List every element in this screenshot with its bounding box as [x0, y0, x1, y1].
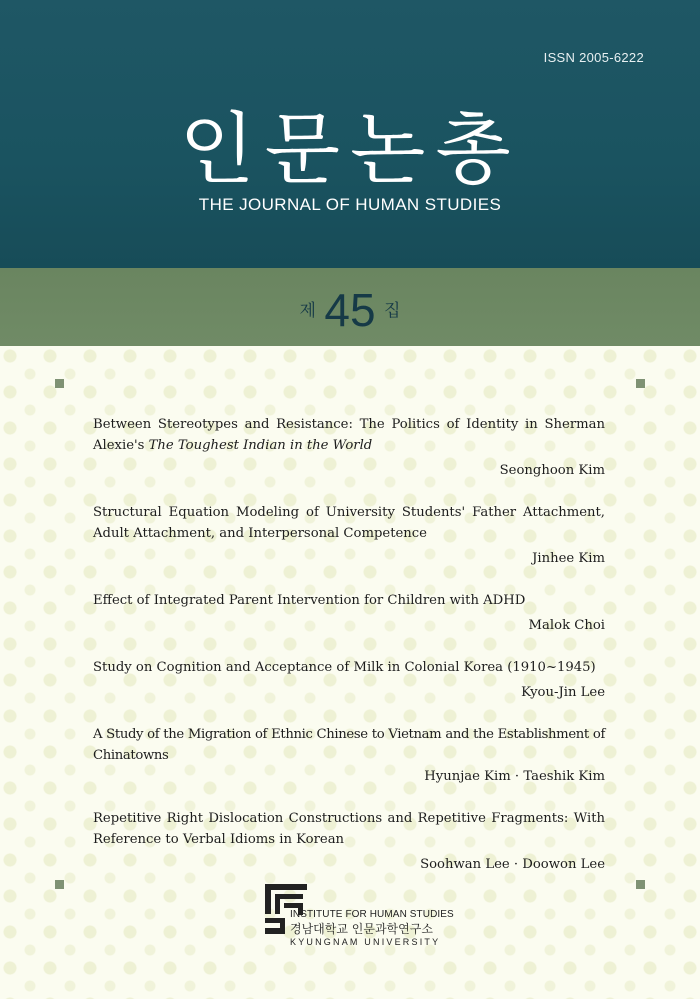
- publisher-name-english: INSTITUTE FOR HUMAN STUDIES: [290, 909, 454, 920]
- article-author: Kyou-Jin Lee: [521, 685, 605, 700]
- article-title: Study on Cognition and Acceptance of Milk in Colonial Korea (1910~1945): [93, 660, 596, 675]
- corner-square-top-right: [636, 379, 645, 388]
- article-entry: [93, 502, 605, 569]
- article-author: Seonghoon Kim: [499, 463, 605, 478]
- volume-value: 45: [324, 284, 376, 336]
- corner-square-bottom-right: [636, 880, 645, 889]
- journal-title-english: THE JOURNAL OF HUMAN STUDIES: [198, 195, 502, 214]
- publisher-university: KYUNGNAM UNIVERSITY: [290, 937, 441, 947]
- corner-square-top-left: [55, 379, 64, 388]
- article-entry: [93, 657, 605, 703]
- article-title: Repetitive Right Dislocation Constructions and Repetitive Fragments: With Reference to Verbal Idioms in Korean: [93, 811, 605, 847]
- article-author: Hyunjae Kim · Taeshik Kim: [424, 769, 605, 784]
- issn-label: ISSN 2005-6222: [543, 50, 644, 65]
- table-of-contents: [93, 414, 605, 896]
- article-entry: [93, 724, 605, 787]
- article-author: Jinhee Kim: [532, 551, 605, 566]
- article-entry: [93, 590, 605, 636]
- article-title: Structural Equation Modeling of University Students' Father Attachment, Adult Attachment, and Interpersonal Competence: [93, 505, 605, 541]
- article-entry: [93, 414, 605, 481]
- article-author: Soohwan Lee · Doowon Lee: [420, 857, 605, 872]
- article-title-italic: The Toughest Indian in the World: [148, 438, 373, 453]
- article-author: Malok Choi: [528, 618, 605, 633]
- article-title: Between Stereotypes and Resistance: The Politics of Identity in Sherman Alexie's The Toughest Indian in the World: [93, 417, 605, 453]
- volume-suffix: 집: [384, 301, 401, 320]
- volume-prefix: 제: [299, 301, 316, 320]
- publisher-block: [290, 909, 454, 947]
- article-title: A Study of the Migration of Ethnic Chinese to Vietnam and the Establishment of Chinatowns: [93, 727, 605, 763]
- article-title: Effect of Integrated Parent Intervention for Children with ADHD: [93, 593, 526, 608]
- journal-title-korean: 인문논총: [179, 105, 521, 195]
- corner-square-bottom-left: [55, 880, 64, 889]
- article-entry: [93, 808, 605, 875]
- publisher-name-korean: 경남대학교 인문과학연구소: [290, 922, 433, 936]
- volume-number: [0, 283, 700, 337]
